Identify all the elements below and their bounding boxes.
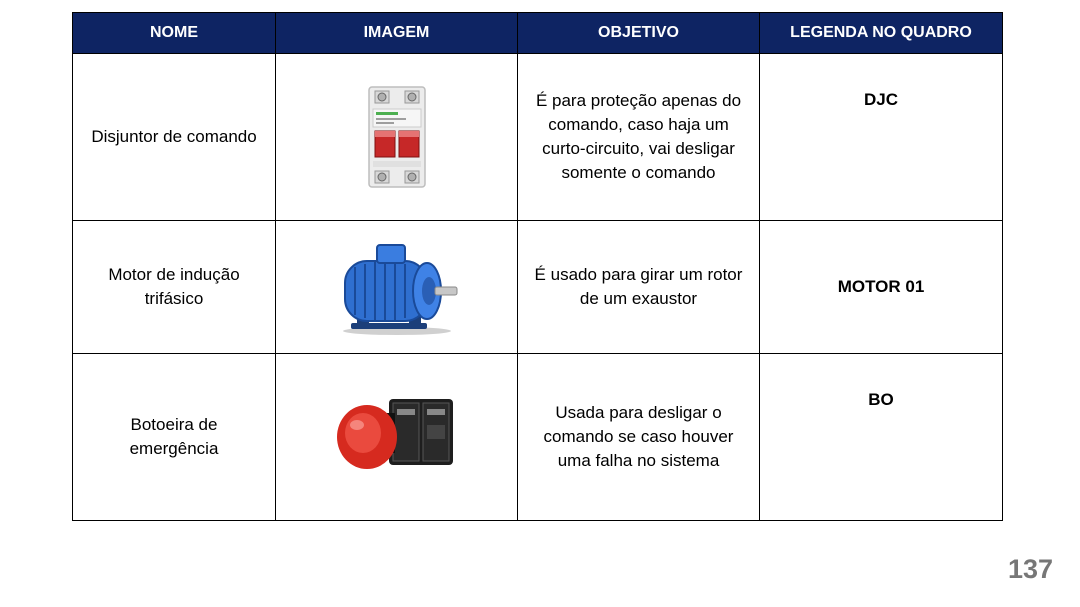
row-objective [518, 221, 760, 354]
row-legend-text: MOTOR 01 [837, 277, 925, 296]
row-name [73, 221, 276, 354]
table-row [73, 221, 1003, 354]
page-number: 137 [1007, 554, 1053, 584]
row-image [276, 54, 518, 221]
row-name [73, 54, 276, 221]
row-image [276, 221, 518, 354]
row-legend [760, 54, 1003, 221]
emergency-button-icon [331, 391, 463, 483]
row-legend-text: BO [868, 390, 894, 409]
table-row [73, 354, 1003, 521]
header-imagem: IMAGEM [276, 13, 518, 54]
row-legend-text: DJC [863, 90, 898, 109]
table-row [73, 54, 1003, 221]
row-objective-text: É usado para girar um rotor de um exaustor [534, 265, 743, 308]
row-objective [518, 354, 760, 521]
header-legenda: LEGENDA NO QUADRO [760, 13, 1003, 54]
row-name [73, 354, 276, 521]
row-name-text: Botoeira de emergência [129, 415, 219, 458]
row-legend [760, 221, 1003, 354]
row-objective [518, 54, 760, 221]
header-objetivo: OBJETIVO [518, 13, 760, 54]
row-image [276, 354, 518, 521]
row-legend [760, 354, 1003, 521]
row-name-text: Motor de indução trifásico [108, 265, 240, 308]
header-row [73, 13, 1003, 54]
components-table [72, 12, 1003, 521]
header-nome: NOME [73, 13, 276, 54]
row-name-text: Disjuntor de comando [91, 127, 257, 146]
row-objective-text: É para proteção apenas do comando, caso haja um curto-circuito, vai desligar somente o comando [535, 91, 742, 182]
row-objective-text: Usada para desligar o comando se caso houver uma falha no sistema [543, 403, 734, 470]
electric-motor-icon [331, 237, 463, 337]
circuit-breaker-icon [367, 85, 427, 189]
